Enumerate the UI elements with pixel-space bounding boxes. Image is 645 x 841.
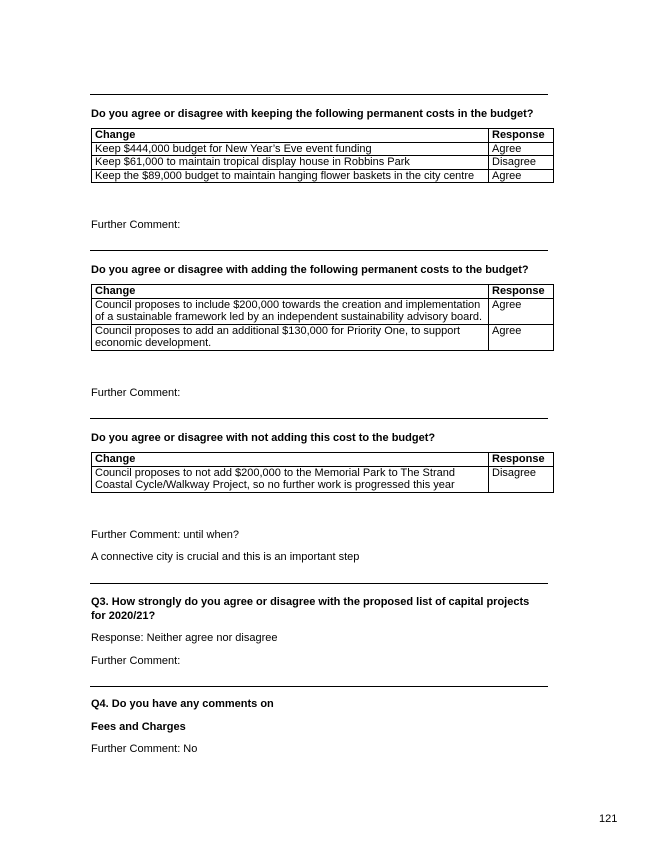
q3-question: Q3. How strongly do you agree or disagree with the proposed list of capital projects <box>91 596 530 608</box>
section-divider <box>90 418 548 419</box>
response-cell: Agree <box>489 298 554 324</box>
response-cell: Disagree <box>489 466 554 492</box>
comment-text: A connective city is crucial and this is an important step <box>91 551 360 563</box>
section-divider <box>90 583 548 584</box>
response-cell: Disagree <box>489 156 554 170</box>
q3-response: Response: Neither agree nor disagree <box>91 632 278 644</box>
table-header-row <box>92 285 554 299</box>
table-header-row <box>92 453 554 467</box>
response-cell: Agree <box>489 142 554 156</box>
change-cell: Keep the $89,000 budget to maintain hanging flower baskets in the city centre <box>92 169 489 183</box>
change-cell: Council proposes to not add $200,000 to the Memorial Park to The Strand Coastal Cycle/Walkway Project, so no further work is progressed this year <box>92 466 489 492</box>
change-header: Change <box>92 285 489 299</box>
further-comment: Further Comment: until when? <box>91 529 239 541</box>
change-header: Change <box>92 453 489 467</box>
change-cell: Council proposes to add an additional $130,000 for Priority One, to support economic development. <box>92 324 489 350</box>
further-comment: Further Comment: <box>91 387 181 399</box>
section-divider <box>90 686 548 687</box>
response-header: Response <box>489 129 554 143</box>
section-3-table <box>91 452 554 493</box>
table-row <box>92 466 554 492</box>
q4-question: Q4. Do you have any comments on <box>91 698 274 710</box>
section-3-question: Do you agree or disagree with not adding this cost to the budget? <box>91 432 436 444</box>
further-comment: Further Comment: <box>91 655 181 667</box>
table-row <box>92 156 554 170</box>
section-divider <box>90 250 548 251</box>
response-header: Response <box>489 285 554 299</box>
table-row <box>92 169 554 183</box>
section-1-question: Do you agree or disagree with keeping the following permanent costs in the budget? <box>91 108 534 120</box>
response-cell: Agree <box>489 324 554 350</box>
response-cell: Agree <box>489 169 554 183</box>
response-header: Response <box>489 453 554 467</box>
q3-question-continued: for 2020/21? <box>91 610 156 622</box>
table-header-row <box>92 129 554 143</box>
further-comment: Further Comment: No <box>91 743 198 755</box>
further-comment: Further Comment: <box>91 219 181 231</box>
section-2-table <box>91 284 554 351</box>
change-header: Change <box>92 129 489 143</box>
section-2-question: Do you agree or disagree with adding the following permanent costs to the budget? <box>91 264 529 276</box>
change-cell: Keep $444,000 budget for New Year’s Eve event funding <box>92 142 489 156</box>
change-cell: Keep $61,000 to maintain tropical display house in Robbins Park <box>92 156 489 170</box>
table-row <box>92 142 554 156</box>
page-number: 121 <box>599 813 618 825</box>
change-cell: Council proposes to include $200,000 towards the creation and implementation of a sustainable framework led by an independent sustainability advisory board. <box>92 298 489 324</box>
section-divider <box>90 94 548 95</box>
q4-subheading: Fees and Charges <box>91 721 186 733</box>
table-row <box>92 324 554 350</box>
table-row <box>92 298 554 324</box>
section-1-table <box>91 128 554 183</box>
